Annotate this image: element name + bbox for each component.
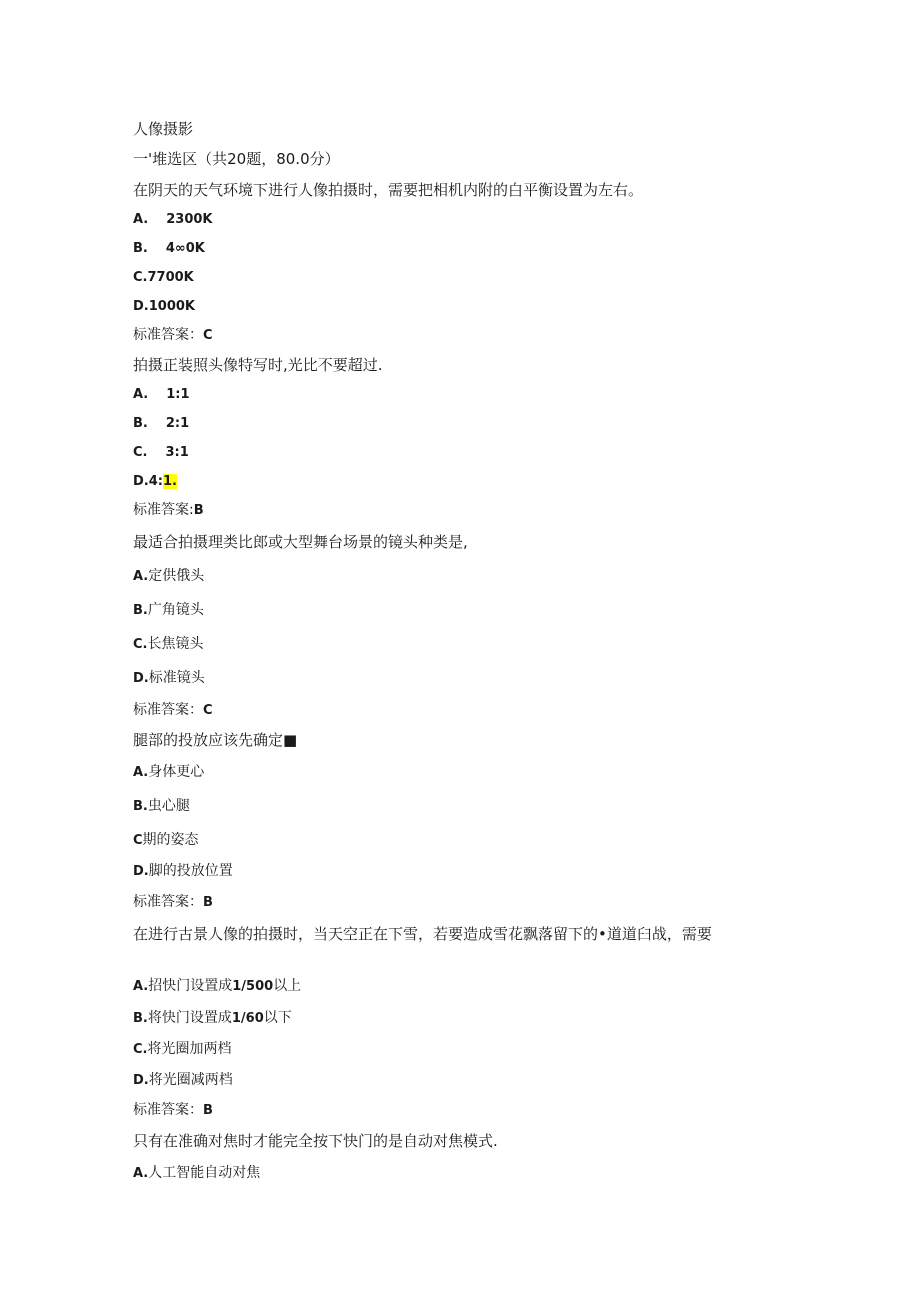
question-1-option-b [133,242,205,255]
question-4-option-d [133,864,233,878]
option-letter: A. [133,387,149,402]
question-1-option-a [133,213,213,226]
question-3-option-a [133,569,204,583]
question-4-text: 腿部的投放应该先确定■ [133,731,298,749]
question-5-option-b [133,1011,292,1025]
question-4-answer [133,895,213,909]
question-5-text: 在进行古景人像的拍摄时，当天空正在下雪，若要造成雪花飘落留下的•道道臼战，需要 [133,925,712,943]
option-letter: D. [133,1073,149,1088]
option-number: 1/500 [232,979,274,994]
option-text: 身体更心 [148,764,205,780]
question-2-option-a [133,388,190,401]
question-3-answer [133,703,213,717]
option-text: 招快门设置成 [148,978,233,994]
option-text: 将光圈加两档 [147,1041,232,1057]
option-letter: B. [133,416,148,431]
question-3-option-d [133,671,205,685]
option-number: 1/60 [231,1011,264,1026]
question-1-answer [133,328,213,342]
option-letter: D. [133,864,149,879]
question-5-answer [133,1103,213,1117]
question-4-option-a [133,765,204,779]
highlighted-text: 1. [162,474,177,489]
option-text: 3:1 [165,445,189,460]
question-5-option-a [133,979,301,993]
question-3-text: 最适合拍摄理类比郎或大型舞台场景的镜头种类是, [133,533,468,551]
option-letter: B. [133,241,148,256]
option-text: 1:1 [166,387,190,402]
question-2-option-c [133,446,189,459]
question-4-option-b [133,799,190,813]
option-text: 期的姿态 [142,832,199,848]
option-letter: A. [133,212,149,227]
answer-value: C [203,703,213,718]
document-title: 人像摄影 [133,120,194,138]
section-heading: 一'堆选区（共20题，80.0分） [133,150,340,168]
question-2-option-d [133,475,177,488]
option-text: 定供俄头 [148,568,205,584]
option-letter: A. [133,765,149,780]
question-6-option-a [133,1166,260,1180]
question-1-option-d: D.1000K [133,299,195,314]
option-letter: C [133,833,143,848]
option-text: 广角镜头 [147,602,204,618]
option-text: 以下 [263,1010,292,1026]
option-text: 虫心腿 [147,798,190,814]
answer-label: 标准答案： [133,1102,203,1118]
question-5-option-d [133,1073,233,1087]
option-letter: B. [133,1011,148,1026]
option-letter: B. [133,799,148,814]
answer-label: 标准答案: [133,502,194,518]
option-text: D.4: [133,474,163,489]
answer-value: C [203,328,213,343]
answer-label: 标准答案： [133,702,203,718]
answer-value: B [193,503,204,518]
option-letter: C. [133,1042,148,1057]
option-letter: B. [133,603,148,618]
option-letter: C. [133,637,148,652]
option-text: 4∞0K [165,241,205,256]
option-text: 人工智能自动对焦 [148,1165,261,1181]
answer-value: B [203,1103,213,1118]
option-text: 2300K [166,212,213,227]
option-letter: A. [133,979,149,994]
option-letter: A. [133,1166,149,1181]
question-2-option-b [133,417,189,430]
question-3-option-c [133,637,203,651]
option-text: 将光圈减两档 [148,1072,233,1088]
question-4-option-c [133,833,199,847]
option-text: 以上 [273,978,302,994]
question-3-option-b [133,603,204,617]
option-letter: A. [133,569,149,584]
question-5-option-c [133,1042,231,1056]
option-text: 长焦镜头 [147,636,204,652]
option-text: 标准镜头 [148,670,205,686]
question-6-text: 只有在准确对焦时才能完全按下快门的是自动对焦模式. [133,1132,498,1150]
question-2-answer [133,503,204,517]
answer-label: 标准答案： [133,894,203,910]
option-letter: C. [133,445,148,460]
option-text: 2:1 [165,416,190,431]
question-2-text: 拍摄正装照头像特写时,光比不要超过. [133,356,383,374]
option-letter: D. [133,671,149,686]
option-text: 将快门设置成 [147,1010,232,1026]
question-1-option-c: C.7700K [133,270,194,285]
option-text: 脚的投放位置 [148,863,233,879]
question-1-text: 在阴天的天气环境下进行人像拍摄时，需要把相机内附的白平衡设置为左右。 [133,181,644,199]
answer-label: 标准答案： [133,327,203,343]
answer-value: B [203,895,213,910]
